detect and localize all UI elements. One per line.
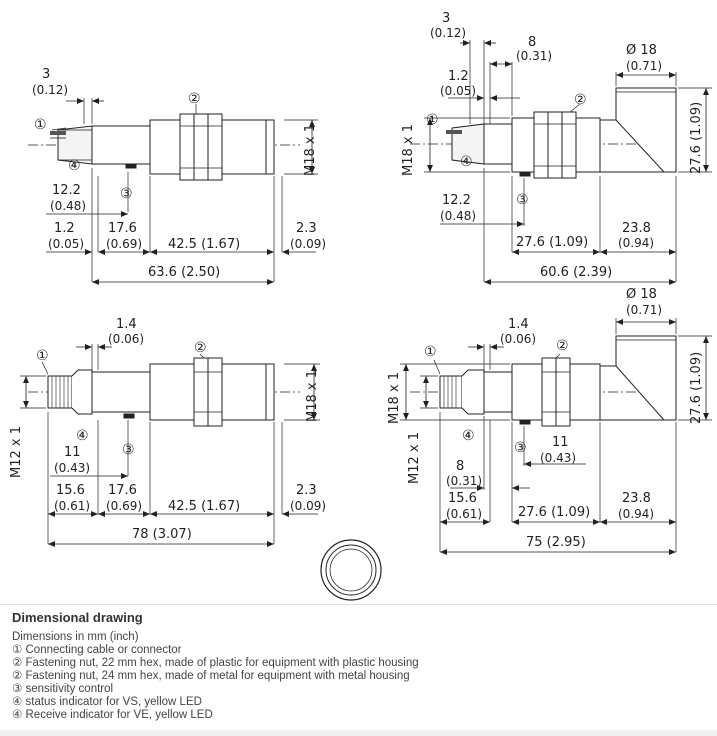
dim-label: (0.61) (446, 507, 483, 521)
legend (12, 610, 712, 722)
dim-label: (0.12) (32, 83, 69, 97)
dim-label: (0.06) (500, 332, 537, 346)
thread-label: M18 x 1 (305, 370, 320, 422)
legend-line: ② Fastening nut, 22 mm hex, made of plastic for equipment with plastic housing (12, 657, 419, 669)
thread-label: M12 x 1 (407, 432, 422, 484)
dim-label: 23.8 (622, 491, 651, 506)
legend-line: ④ status indicator for VS, yellow LED (12, 696, 202, 708)
dim-label: 8 (456, 459, 465, 474)
callout-1: ① (424, 344, 437, 360)
dim-label: 12.2 (442, 193, 471, 208)
dim-label: 8 (528, 35, 537, 50)
dim-label: (0.05) (440, 84, 477, 98)
thread-label: M18 x 1 (401, 124, 416, 176)
callout-1: ① (426, 112, 439, 128)
callout-1: ① (36, 348, 49, 364)
callout-4: ④ (68, 158, 81, 174)
callout-4: ④ (460, 154, 473, 170)
legend-title: Dimensional drawing (12, 610, 143, 625)
drawing-bottom-left-labels (9, 317, 326, 542)
dim-label: (0.05) (48, 237, 85, 251)
dim-label: (0.69) (106, 237, 143, 251)
dim-label: 2.3 (296, 221, 317, 236)
dim-label: (0.31) (516, 49, 553, 63)
dim-label: 27.6 (1.09) (516, 235, 589, 250)
dim-label: 27.6 (1.09) (689, 351, 704, 424)
dim-label: 42.5 (1.67) (168, 237, 241, 252)
dim-label: 1.2 (54, 221, 75, 236)
drawing-bottom-left (20, 344, 320, 544)
dim-label: (0.69) (106, 499, 143, 513)
callout-4: ④ (462, 428, 475, 444)
thread-label: M18 x 1 (303, 124, 318, 176)
dim-label: 27.6 (1.09) (689, 101, 704, 174)
dim-label: 42.5 (1.67) (168, 499, 241, 514)
thread-label: M12 x 1 (9, 426, 24, 478)
dim-label: (0.09) (290, 237, 327, 251)
dim-label: Ø 18 (626, 43, 657, 58)
callout-3: ③ (122, 442, 135, 458)
dim-label: 15.6 (56, 483, 85, 498)
dim-label: 12.2 (52, 183, 81, 198)
dim-label: (0.94) (618, 236, 655, 250)
legend-line: Dimensions in mm (inch) (12, 631, 139, 643)
legend-line: ① Connecting cable or connector (12, 644, 182, 656)
callout-2: ② (574, 92, 587, 108)
dim-label: 2.3 (296, 483, 317, 498)
callout-3: ③ (120, 186, 133, 202)
dim-label: (0.71) (626, 59, 663, 73)
callout-2: ② (556, 338, 569, 354)
callout-4: ④ (76, 428, 89, 444)
legend-line: ② Fastening nut, 24 mm hex, made of metal for equipment with metal housing (12, 670, 410, 682)
dim-label: 17.6 (108, 483, 137, 498)
dim-label: (0.31) (446, 474, 483, 488)
callout-2: ② (194, 340, 207, 356)
dim-label: 11 (552, 435, 569, 450)
callout-2: ② (188, 91, 201, 107)
dim-label: 27.6 (1.09) (518, 505, 591, 520)
callout-1: ① (34, 117, 47, 133)
front-view-ring (321, 540, 381, 600)
dim-label: (0.43) (54, 461, 91, 475)
callout-3: ③ (514, 440, 527, 456)
dim-label: (0.48) (50, 199, 87, 213)
dim-label: 11 (64, 445, 81, 460)
dim-label: 3 (42, 67, 51, 82)
dim-label: (0.48) (440, 209, 477, 223)
dim-label: 1.4 (116, 317, 137, 332)
dim-label: 78 (3.07) (132, 527, 192, 542)
legend-line: ④ Receive indicator for VE, yellow LED (12, 709, 213, 721)
dim-label: 1.4 (508, 317, 529, 332)
dim-label: 23.8 (622, 221, 651, 236)
dim-label: 60.6 (2.39) (540, 265, 613, 280)
bottom-band (0, 730, 717, 736)
dim-label: (0.94) (618, 507, 655, 521)
dim-label: (0.43) (540, 451, 577, 465)
dim-label: 63.6 (2.50) (148, 265, 221, 280)
thread-label: M18 x 1 (387, 372, 402, 424)
dim-label: Ø 18 (626, 287, 657, 302)
dim-label: 15.6 (448, 491, 477, 506)
dim-label: 75 (2.95) (526, 535, 586, 550)
dim-label: (0.12) (430, 26, 467, 40)
separator (0, 604, 717, 605)
dim-label: (0.61) (54, 499, 91, 513)
dim-label: 3 (442, 11, 451, 26)
dim-label: 17.6 (108, 221, 137, 236)
callout-3: ③ (516, 192, 529, 208)
dim-label: (0.09) (290, 499, 327, 513)
dim-label: 1.2 (448, 69, 469, 84)
legend-line: ③ sensitivity control (12, 683, 114, 695)
dim-label: (0.06) (108, 332, 145, 346)
dim-label: (0.71) (626, 303, 663, 317)
